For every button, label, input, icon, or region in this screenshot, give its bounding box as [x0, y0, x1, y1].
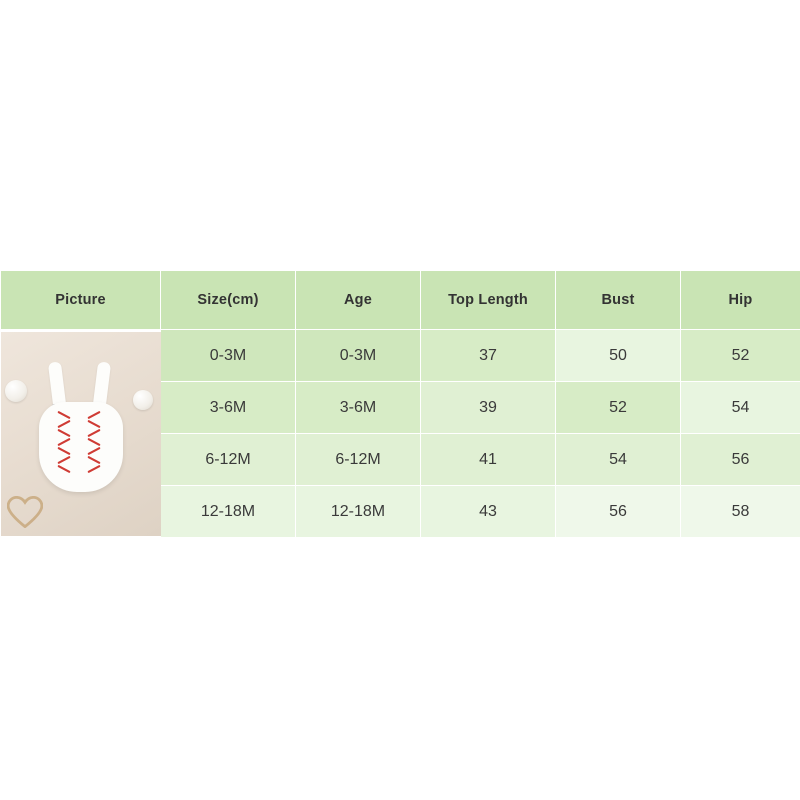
- baseball-icon: [133, 390, 153, 410]
- table-row: [1, 330, 800, 382]
- column-header-hip: Hip: [681, 271, 800, 330]
- cell-bust: 52: [556, 382, 681, 434]
- cell-top-length: 41: [421, 434, 556, 486]
- cell-age: 0-3M: [296, 330, 421, 382]
- size-chart: [0, 270, 800, 538]
- baseball-icon: [5, 380, 27, 402]
- cell-bust: 54: [556, 434, 681, 486]
- cell-size: 3-6M: [161, 382, 296, 434]
- wooden-heart-icon: [7, 496, 43, 528]
- column-header-top-length: Top Length: [421, 271, 556, 330]
- cell-size: 0-3M: [161, 330, 296, 382]
- column-header-age: Age: [296, 271, 421, 330]
- cell-hip: 58: [681, 486, 800, 538]
- cell-top-length: 37: [421, 330, 556, 382]
- cell-age: 6-12M: [296, 434, 421, 486]
- size-chart-table: [0, 270, 800, 538]
- cell-top-length: 39: [421, 382, 556, 434]
- cell-hip: 56: [681, 434, 800, 486]
- cell-size: 12-18M: [161, 486, 296, 538]
- product-image-cell: [1, 330, 161, 538]
- romper-illustration: [31, 362, 131, 502]
- cell-age: 3-6M: [296, 382, 421, 434]
- product-photo: [1, 332, 161, 536]
- cell-hip: 52: [681, 330, 800, 382]
- stitching-left: [63, 414, 65, 478]
- romper-torso: [39, 402, 123, 492]
- stitching-right: [93, 414, 95, 478]
- cell-size: 6-12M: [161, 434, 296, 486]
- cell-top-length: 43: [421, 486, 556, 538]
- cell-age: 12-18M: [296, 486, 421, 538]
- table-header-row: [1, 271, 800, 330]
- column-header-size: Size(cm): [161, 271, 296, 330]
- column-header-picture: Picture: [1, 271, 161, 330]
- cell-bust: 56: [556, 486, 681, 538]
- cell-hip: 54: [681, 382, 800, 434]
- column-header-bust: Bust: [556, 271, 681, 330]
- cell-bust: 50: [556, 330, 681, 382]
